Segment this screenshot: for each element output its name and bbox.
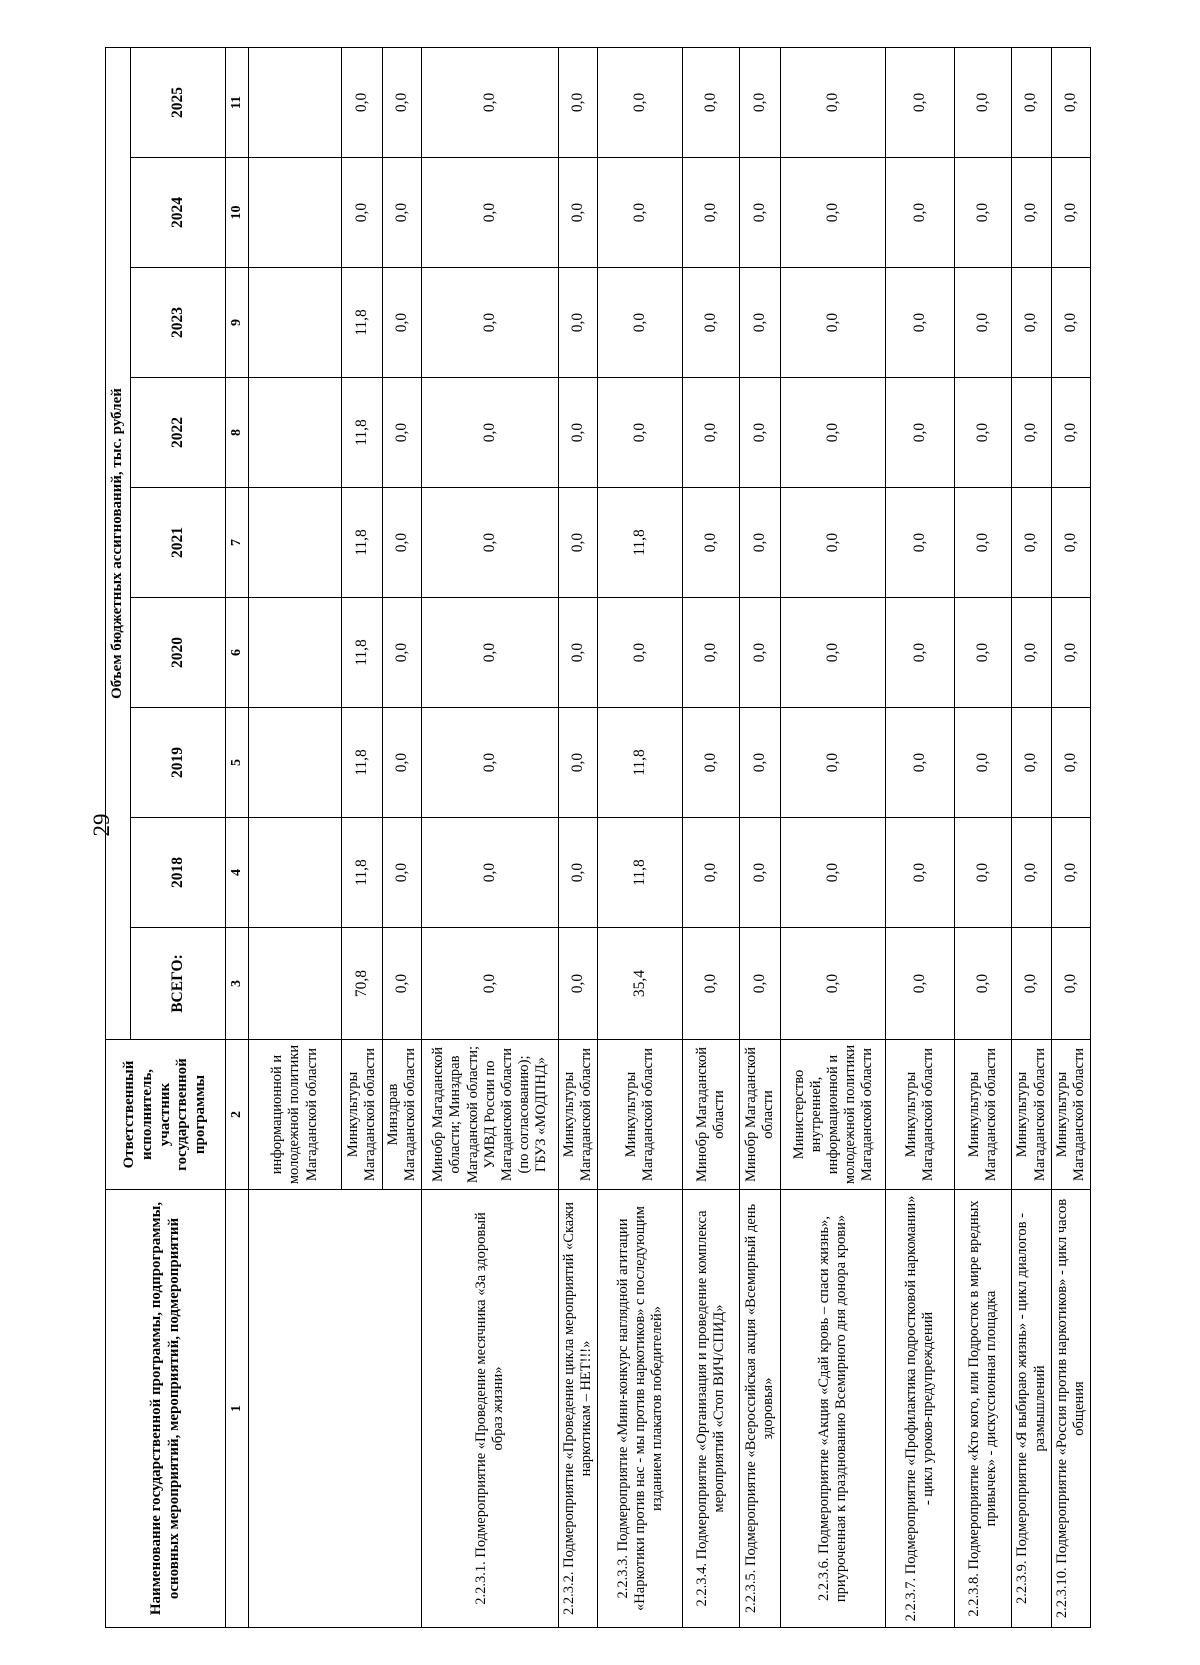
value-cell: 0,0 (422, 598, 559, 708)
value-cell: 0,0 (683, 158, 740, 268)
executor-cell: Минобр Магаданской области (683, 1040, 740, 1190)
table-row (1012, 47, 1051, 1627)
value-cell: 0,0 (886, 598, 955, 708)
value-cell: 0,0 (740, 158, 781, 268)
value-cell: 0,0 (383, 708, 422, 818)
value-cell: 0,0 (422, 268, 559, 378)
value-cell: 0,0 (559, 928, 598, 1040)
table-row (559, 47, 598, 1627)
value-cell: 0,0 (1051, 158, 1090, 268)
index-cell: 4 (226, 818, 249, 928)
value-cell (249, 488, 342, 598)
value-cell: 0,0 (383, 268, 422, 378)
value-cell (249, 378, 342, 488)
value-cell: 0,0 (886, 928, 955, 1040)
table-row (598, 47, 683, 1627)
value-cell: 0,0 (740, 378, 781, 488)
value-cell: 35,4 (598, 928, 683, 1040)
value-cell: 0,0 (683, 708, 740, 818)
table-row (422, 47, 559, 1627)
value-cell: 0,0 (886, 268, 955, 378)
value-cell: 0,0 (1051, 598, 1090, 708)
value-cell (249, 818, 342, 928)
value-cell: 0,0 (1051, 268, 1090, 378)
value-cell: 0,0 (1012, 488, 1051, 598)
value-cell: 0,0 (955, 708, 1012, 818)
value-cell: 11,8 (342, 818, 383, 928)
value-cell: 0,0 (1051, 488, 1090, 598)
value-cell: 0,0 (422, 928, 559, 1040)
value-cell (249, 268, 342, 378)
value-cell: 0,0 (955, 598, 1012, 708)
value-cell: 0,0 (955, 488, 1012, 598)
value-cell: 0,0 (740, 488, 781, 598)
value-cell: 0,0 (781, 598, 886, 708)
value-cell: 0,0 (886, 708, 955, 818)
value-cell: 0,0 (781, 158, 886, 268)
value-cell: 0,0 (383, 598, 422, 708)
value-cell: 0,0 (1012, 378, 1051, 488)
value-cell: 0,0 (781, 818, 886, 928)
header-year: 2023 (131, 268, 226, 378)
value-cell: 0,0 (383, 488, 422, 598)
value-cell: 11,8 (598, 488, 683, 598)
index-cell: 11 (226, 47, 249, 157)
value-cell: 11,8 (598, 818, 683, 928)
value-cell: 0,0 (781, 378, 886, 488)
value-cell: 0,0 (955, 818, 1012, 928)
name-cell: 2.2.3.8. Подмероприятие «Кто кого, или Подросток в мире вредных привычек» - дискуссионная площадка (955, 1190, 1012, 1628)
value-cell: 0,0 (383, 818, 422, 928)
table-row (683, 47, 740, 1627)
value-cell: 0,0 (955, 928, 1012, 1040)
header-year: 2020 (131, 598, 226, 708)
value-cell: 0,0 (559, 818, 598, 928)
table-row (740, 47, 781, 1627)
executor-cell: Минобр Магаданской области; Минздрав Магаданской области; УМВД России по Магаданской области (по согласованию); ГБУЗ «МОДПНД» (422, 1040, 559, 1190)
index-cell: 10 (226, 158, 249, 268)
value-cell: 0,0 (781, 47, 886, 157)
value-cell: 0,0 (955, 378, 1012, 488)
value-cell (249, 598, 342, 708)
value-cell: 0,0 (1051, 378, 1090, 488)
index-cell: 8 (226, 378, 249, 488)
value-cell: 0,0 (559, 158, 598, 268)
header-executor: Ответственный исполнитель, участник государственной программы (106, 1040, 226, 1190)
value-cell: 0,0 (422, 47, 559, 157)
value-cell: 11,8 (342, 598, 383, 708)
table-row (886, 47, 955, 1627)
index-cell: 3 (226, 928, 249, 1040)
value-cell: 0,0 (781, 928, 886, 1040)
value-cell: 0,0 (1012, 598, 1051, 708)
rotated-table-wrapper (105, 48, 1091, 1628)
value-cell: 0,0 (740, 47, 781, 157)
value-cell: 0,0 (683, 818, 740, 928)
value-cell: 0,0 (1012, 708, 1051, 818)
value-cell: 0,0 (740, 818, 781, 928)
value-cell: 0,0 (1051, 818, 1090, 928)
value-cell: 0,0 (422, 488, 559, 598)
table-row (249, 47, 342, 1627)
value-cell (249, 158, 342, 268)
value-cell: 0,0 (422, 818, 559, 928)
value-cell: 0,0 (598, 378, 683, 488)
value-cell: 0,0 (683, 268, 740, 378)
header-year: 2025 (131, 47, 226, 157)
value-cell: 0,0 (383, 378, 422, 488)
executor-cell: Министерство внутренней, информационной и молодежной политики Магаданской области (781, 1040, 886, 1190)
value-cell: 0,0 (1012, 47, 1051, 157)
header-year: 2018 (131, 818, 226, 928)
value-cell: 0,0 (383, 47, 422, 157)
value-cell: 0,0 (1012, 158, 1051, 268)
value-cell: 0,0 (383, 158, 422, 268)
header-year: 2022 (131, 378, 226, 488)
value-cell: 0,0 (955, 47, 1012, 157)
name-cell: 2.2.3.2. Подмероприятие «Проведение цикла мероприятий «Скажи наркотикам – НЕТ!!!» (559, 1190, 598, 1628)
value-cell: 0,0 (886, 378, 955, 488)
value-cell: 0,0 (559, 268, 598, 378)
header-name: Наименование государственной программы, подпрограммы, основных мероприятий, мероприятий, подмероприятий (106, 1190, 226, 1628)
value-cell: 0,0 (422, 708, 559, 818)
value-cell: 0,0 (955, 158, 1012, 268)
executor-cell: Минкультуры Магаданской области (342, 1040, 383, 1190)
value-cell: 0,0 (886, 47, 955, 157)
value-cell: 0,0 (342, 158, 383, 268)
value-cell: 0,0 (1051, 708, 1090, 818)
value-cell: 0,0 (683, 488, 740, 598)
value-cell: 11,8 (598, 708, 683, 818)
table-row (1051, 47, 1090, 1627)
name-cell (249, 1190, 422, 1628)
index-cell: 2 (226, 1040, 249, 1190)
table-row (781, 47, 886, 1627)
value-cell: 11,8 (342, 268, 383, 378)
value-cell (249, 928, 342, 1040)
value-cell: 0,0 (342, 47, 383, 157)
value-cell: 0,0 (422, 158, 559, 268)
value-cell: 0,0 (559, 708, 598, 818)
value-cell: 0,0 (886, 158, 955, 268)
value-cell: 0,0 (683, 378, 740, 488)
executor-cell: Минобр Магаданской области (740, 1040, 781, 1190)
value-cell: 0,0 (683, 928, 740, 1040)
value-cell: 0,0 (598, 268, 683, 378)
name-cell: 2.2.3.4. Подмероприятие «Организация и проведение комплекса мероприятий «Стоп ВИЧ/СПИД» (683, 1190, 740, 1628)
executor-cell: Минкультуры Магаданской области (598, 1040, 683, 1190)
executor-cell: информационной и молодежной политики Магаданской области (249, 1040, 342, 1190)
value-cell: 0,0 (955, 268, 1012, 378)
value-cell: 0,0 (1051, 47, 1090, 157)
name-cell: 2.2.3.6. Подмероприятие «Акция «Сдай кровь – спаси жизнь», приуроченная к празднованию Всемирного дня донора крови» (781, 1190, 886, 1628)
name-cell: 2.2.3.9. Подмероприятие «Я выбираю жизнь» - цикл диалогов - размышлений (1012, 1190, 1051, 1628)
value-cell: 0,0 (1051, 928, 1090, 1040)
value-cell: 0,0 (559, 598, 598, 708)
value-cell: 11,8 (342, 378, 383, 488)
name-cell: 2.2.3.5. Подмероприятие «Всероссийская акция «Всемирный день здоровья» (740, 1190, 781, 1628)
executor-cell: Минкультуры Магаданской области (1051, 1040, 1090, 1190)
table-row (955, 47, 1012, 1627)
header-total: ВСЕГО: (131, 928, 226, 1040)
value-cell: 0,0 (740, 598, 781, 708)
value-cell: 0,0 (683, 47, 740, 157)
value-cell: 0,0 (422, 378, 559, 488)
value-cell: 0,0 (598, 598, 683, 708)
value-cell: 0,0 (1012, 268, 1051, 378)
executor-cell: Минкультуры Магаданской области (559, 1040, 598, 1190)
value-cell: 11,8 (342, 708, 383, 818)
budget-table (105, 47, 1091, 1628)
index-cell: 5 (226, 708, 249, 818)
value-cell: 0,0 (740, 708, 781, 818)
value-cell: 0,0 (598, 158, 683, 268)
header-year: 2021 (131, 488, 226, 598)
executor-cell: Минздрав Магаданской области (383, 1040, 422, 1190)
header-year: 2024 (131, 158, 226, 268)
value-cell: 0,0 (559, 47, 598, 157)
value-cell: 0,0 (383, 928, 422, 1040)
value-cell: 0,0 (559, 488, 598, 598)
value-cell: 0,0 (559, 378, 598, 488)
header-budget-group: Объем бюджетных ассигнований, тыс. рублей (106, 47, 131, 1039)
value-cell: 0,0 (683, 598, 740, 708)
value-cell: 0,0 (781, 708, 886, 818)
value-cell: 11,8 (342, 488, 383, 598)
value-cell: 0,0 (781, 268, 886, 378)
index-cell: 1 (226, 1190, 249, 1628)
value-cell (249, 47, 342, 157)
value-cell (249, 708, 342, 818)
name-cell: 2.2.3.1. Подмероприятие «Проведение месячника «За здоровый образ жизни» (422, 1190, 559, 1628)
name-cell: 2.2.3.10. Подмероприятие «Россия против наркотиков» - цикл часов общения (1051, 1190, 1090, 1628)
value-cell: 0,0 (886, 818, 955, 928)
index-cell: 6 (226, 598, 249, 708)
header-year: 2019 (131, 708, 226, 818)
name-cell: 2.2.3.7. Подмероприятие «Профилактика подростковой наркомании» - цикл уроков-предупреждений (886, 1190, 955, 1628)
page-number: 29 (89, 813, 114, 837)
value-cell: 0,0 (781, 488, 886, 598)
value-cell: 0,0 (598, 47, 683, 157)
value-cell: 0,0 (886, 488, 955, 598)
value-cell: 70,8 (342, 928, 383, 1040)
value-cell: 0,0 (1012, 928, 1051, 1040)
executor-cell: Минкультуры Магаданской области (955, 1040, 1012, 1190)
executor-cell: Минкультуры Магаданской области (1012, 1040, 1051, 1190)
executor-cell: Минкультуры Магаданской области (886, 1040, 955, 1190)
index-cell: 9 (226, 268, 249, 378)
value-cell: 0,0 (1012, 818, 1051, 928)
index-cell: 7 (226, 488, 249, 598)
value-cell: 0,0 (740, 268, 781, 378)
value-cell: 0,0 (740, 928, 781, 1040)
name-cell: 2.2.3.3. Подмероприятие «Мини-конкурс наглядной агитации «Наркотики против нас - мы против наркотиков» с последующим изданием плакатов победителей» (598, 1190, 683, 1628)
